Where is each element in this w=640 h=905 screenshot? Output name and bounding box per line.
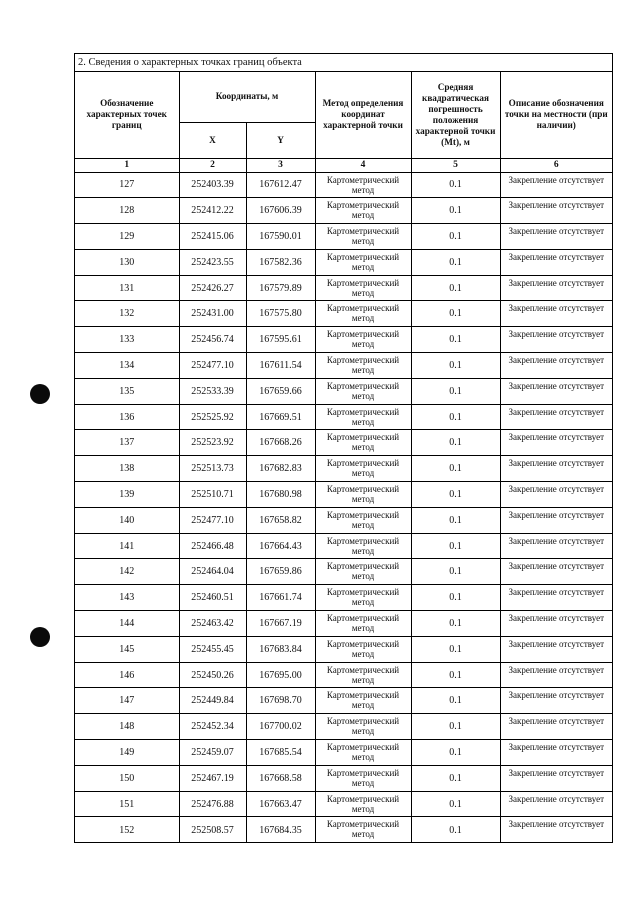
method-cell: Картометрический метод xyxy=(315,636,411,662)
column-number: 3 xyxy=(246,158,315,172)
x-coordinate-cell: 252431.00 xyxy=(179,301,246,327)
error-cell: 0.1 xyxy=(411,507,500,533)
error-cell: 0.1 xyxy=(411,456,500,482)
error-cell: 0.1 xyxy=(411,817,500,843)
table-row xyxy=(75,765,612,791)
boundary-points-table xyxy=(75,72,612,843)
y-coordinate-cell: 167667.19 xyxy=(246,611,315,637)
description-cell: Закрепление отсутствует xyxy=(500,688,612,714)
method-cell: Картометрический метод xyxy=(315,327,411,353)
y-coordinate-cell: 167659.86 xyxy=(246,559,315,585)
x-coordinate-cell: 252477.10 xyxy=(179,507,246,533)
description-cell: Закрепление отсутствует xyxy=(500,275,612,301)
description-cell: Закрепление отсутствует xyxy=(500,327,612,353)
error-cell: 0.1 xyxy=(411,533,500,559)
y-coordinate-cell: 167611.54 xyxy=(246,353,315,379)
description-cell: Закрепление отсутствует xyxy=(500,198,612,224)
table-body xyxy=(75,172,612,843)
x-coordinate-cell: 252466.48 xyxy=(179,533,246,559)
x-coordinate-cell: 252452.34 xyxy=(179,714,246,740)
column-number: 6 xyxy=(500,158,612,172)
y-coordinate-cell: 167685.54 xyxy=(246,740,315,766)
method-cell: Картометрический метод xyxy=(315,688,411,714)
table-row xyxy=(75,275,612,301)
y-coordinate-cell: 167606.39 xyxy=(246,198,315,224)
method-cell: Картометрический метод xyxy=(315,378,411,404)
error-cell: 0.1 xyxy=(411,198,500,224)
x-coordinate-cell: 252464.04 xyxy=(179,559,246,585)
x-coordinate-cell: 252525.92 xyxy=(179,404,246,430)
x-coordinate-cell: 252513.73 xyxy=(179,456,246,482)
table-row xyxy=(75,559,612,585)
point-id-cell: 139 xyxy=(75,482,179,508)
x-coordinate-cell: 252460.51 xyxy=(179,585,246,611)
method-cell: Картометрический метод xyxy=(315,533,411,559)
description-cell: Закрепление отсутствует xyxy=(500,482,612,508)
description-cell: Закрепление отсутствует xyxy=(500,662,612,688)
method-cell: Картометрический метод xyxy=(315,559,411,585)
method-cell: Картометрический метод xyxy=(315,611,411,637)
method-cell: Картометрический метод xyxy=(315,353,411,379)
method-cell: Картометрический метод xyxy=(315,198,411,224)
column-number: 2 xyxy=(179,158,246,172)
table-row xyxy=(75,430,612,456)
description-cell: Закрепление отсутствует xyxy=(500,301,612,327)
column-number: 4 xyxy=(315,158,411,172)
y-coordinate-cell: 167683.84 xyxy=(246,636,315,662)
error-cell: 0.1 xyxy=(411,275,500,301)
error-cell: 0.1 xyxy=(411,714,500,740)
y-coordinate-cell: 167575.80 xyxy=(246,301,315,327)
table-row xyxy=(75,688,612,714)
table-row xyxy=(75,327,612,353)
binder-hole-bottom xyxy=(30,627,50,647)
method-cell: Картометрический метод xyxy=(315,714,411,740)
column-number: 1 xyxy=(75,158,179,172)
table-row xyxy=(75,224,612,250)
table-row xyxy=(75,714,612,740)
method-cell: Картометрический метод xyxy=(315,585,411,611)
x-coordinate-cell: 252508.57 xyxy=(179,817,246,843)
error-cell: 0.1 xyxy=(411,327,500,353)
description-cell: Закрепление отсутствует xyxy=(500,791,612,817)
description-cell: Закрепление отсутствует xyxy=(500,559,612,585)
method-cell: Картометрический метод xyxy=(315,275,411,301)
y-coordinate-cell: 167582.36 xyxy=(246,249,315,275)
error-cell: 0.1 xyxy=(411,353,500,379)
y-coordinate-cell: 167668.26 xyxy=(246,430,315,456)
x-coordinate-cell: 252426.27 xyxy=(179,275,246,301)
y-coordinate-cell: 167698.70 xyxy=(246,688,315,714)
method-cell: Картометрический метод xyxy=(315,740,411,766)
point-id-cell: 142 xyxy=(75,559,179,585)
error-cell: 0.1 xyxy=(411,172,500,198)
point-id-cell: 127 xyxy=(75,172,179,198)
description-cell: Закрепление отсутствует xyxy=(500,817,612,843)
table-row xyxy=(75,378,612,404)
method-cell: Картометрический метод xyxy=(315,172,411,198)
header-description: Описание обозначения точки на местности (при наличии) xyxy=(500,72,612,158)
point-id-cell: 152 xyxy=(75,817,179,843)
error-cell: 0.1 xyxy=(411,611,500,637)
x-coordinate-cell: 252533.39 xyxy=(179,378,246,404)
y-coordinate-cell: 167695.00 xyxy=(246,662,315,688)
description-cell: Закрепление отсутствует xyxy=(500,378,612,404)
point-id-cell: 147 xyxy=(75,688,179,714)
table-row xyxy=(75,791,612,817)
error-cell: 0.1 xyxy=(411,482,500,508)
y-coordinate-cell: 167595.61 xyxy=(246,327,315,353)
table-row xyxy=(75,172,612,198)
point-id-cell: 135 xyxy=(75,378,179,404)
x-coordinate-cell: 252523.92 xyxy=(179,430,246,456)
x-coordinate-cell: 252463.42 xyxy=(179,611,246,637)
x-coordinate-cell: 252415.06 xyxy=(179,224,246,250)
method-cell: Картометрический метод xyxy=(315,249,411,275)
point-id-cell: 145 xyxy=(75,636,179,662)
x-coordinate-cell: 252455.45 xyxy=(179,636,246,662)
point-id-cell: 144 xyxy=(75,611,179,637)
point-id-cell: 128 xyxy=(75,198,179,224)
x-coordinate-cell: 252476.88 xyxy=(179,791,246,817)
x-coordinate-cell: 252467.19 xyxy=(179,765,246,791)
point-id-cell: 151 xyxy=(75,791,179,817)
y-coordinate-cell: 167661.74 xyxy=(246,585,315,611)
method-cell: Картометрический метод xyxy=(315,791,411,817)
y-coordinate-cell: 167668.58 xyxy=(246,765,315,791)
y-coordinate-cell: 167684.35 xyxy=(246,817,315,843)
y-coordinate-cell: 167579.89 xyxy=(246,275,315,301)
description-cell: Закрепление отсутствует xyxy=(500,740,612,766)
table-row xyxy=(75,198,612,224)
point-id-cell: 133 xyxy=(75,327,179,353)
table-row xyxy=(75,507,612,533)
y-coordinate-cell: 167669.51 xyxy=(246,404,315,430)
description-cell: Закрепление отсутствует xyxy=(500,585,612,611)
error-cell: 0.1 xyxy=(411,301,500,327)
point-id-cell: 132 xyxy=(75,301,179,327)
error-cell: 0.1 xyxy=(411,224,500,250)
method-cell: Картометрический метод xyxy=(315,507,411,533)
x-coordinate-cell: 252412.22 xyxy=(179,198,246,224)
description-cell: Закрепление отсутствует xyxy=(500,714,612,740)
y-coordinate-cell: 167664.43 xyxy=(246,533,315,559)
description-cell: Закрепление отсутствует xyxy=(500,404,612,430)
column-number: 5 xyxy=(411,158,500,172)
x-coordinate-cell: 252510.71 xyxy=(179,482,246,508)
point-id-cell: 131 xyxy=(75,275,179,301)
table-row xyxy=(75,662,612,688)
point-id-cell: 134 xyxy=(75,353,179,379)
table-row xyxy=(75,301,612,327)
table-row xyxy=(75,353,612,379)
x-coordinate-cell: 252423.55 xyxy=(179,249,246,275)
description-cell: Закрепление отсутствует xyxy=(500,172,612,198)
method-cell: Картометрический метод xyxy=(315,817,411,843)
table-row xyxy=(75,636,612,662)
header-method: Метод определения координат характерной точки xyxy=(315,72,411,158)
error-cell: 0.1 xyxy=(411,430,500,456)
description-cell: Закрепление отсутствует xyxy=(500,224,612,250)
table-row xyxy=(75,404,612,430)
method-cell: Картометрический метод xyxy=(315,430,411,456)
point-id-cell: 136 xyxy=(75,404,179,430)
error-cell: 0.1 xyxy=(411,791,500,817)
table-row xyxy=(75,740,612,766)
table-row xyxy=(75,585,612,611)
table-row xyxy=(75,249,612,275)
description-cell: Закрепление отсутствует xyxy=(500,430,612,456)
point-id-cell: 150 xyxy=(75,765,179,791)
y-coordinate-cell: 167659.66 xyxy=(246,378,315,404)
y-coordinate-cell: 167590.01 xyxy=(246,224,315,250)
description-cell: Закрепление отсутствует xyxy=(500,765,612,791)
boundary-points-sheet xyxy=(74,53,613,843)
error-cell: 0.1 xyxy=(411,740,500,766)
header-y: Y xyxy=(246,122,315,158)
error-cell: 0.1 xyxy=(411,662,500,688)
description-cell: Закрепление отсутствует xyxy=(500,507,612,533)
point-id-cell: 146 xyxy=(75,662,179,688)
y-coordinate-cell: 167663.47 xyxy=(246,791,315,817)
header-x: X xyxy=(179,122,246,158)
y-coordinate-cell: 167700.02 xyxy=(246,714,315,740)
x-coordinate-cell: 252477.10 xyxy=(179,353,246,379)
description-cell: Закрепление отсутствует xyxy=(500,456,612,482)
table-row xyxy=(75,533,612,559)
y-coordinate-cell: 167658.82 xyxy=(246,507,315,533)
point-id-cell: 143 xyxy=(75,585,179,611)
description-cell: Закрепление отсутствует xyxy=(500,533,612,559)
table-row xyxy=(75,482,612,508)
error-cell: 0.1 xyxy=(411,249,500,275)
point-id-cell: 141 xyxy=(75,533,179,559)
x-coordinate-cell: 252450.26 xyxy=(179,662,246,688)
y-coordinate-cell: 167682.83 xyxy=(246,456,315,482)
method-cell: Картометрический метод xyxy=(315,662,411,688)
header-point-designation: Обозначение характерных точек границ xyxy=(75,72,179,158)
description-cell: Закрепление отсутствует xyxy=(500,636,612,662)
header-coordinates: Координаты, м xyxy=(179,72,315,122)
table-row xyxy=(75,456,612,482)
point-id-cell: 140 xyxy=(75,507,179,533)
section-title: 2. Сведения о характерных точках границ объекта xyxy=(75,54,612,72)
point-id-cell: 138 xyxy=(75,456,179,482)
description-cell: Закрепление отсутствует xyxy=(500,611,612,637)
table-row xyxy=(75,817,612,843)
error-cell: 0.1 xyxy=(411,378,500,404)
y-coordinate-cell: 167680.98 xyxy=(246,482,315,508)
y-coordinate-cell: 167612.47 xyxy=(246,172,315,198)
error-cell: 0.1 xyxy=(411,404,500,430)
point-id-cell: 129 xyxy=(75,224,179,250)
x-coordinate-cell: 252449.84 xyxy=(179,688,246,714)
table-row xyxy=(75,611,612,637)
method-cell: Картометрический метод xyxy=(315,404,411,430)
x-coordinate-cell: 252459.07 xyxy=(179,740,246,766)
method-cell: Картометрический метод xyxy=(315,765,411,791)
point-id-cell: 137 xyxy=(75,430,179,456)
description-cell: Закрепление отсутствует xyxy=(500,353,612,379)
description-cell: Закрепление отсутствует xyxy=(500,249,612,275)
error-cell: 0.1 xyxy=(411,688,500,714)
binder-hole-top xyxy=(30,384,50,404)
point-id-cell: 148 xyxy=(75,714,179,740)
method-cell: Картометрический метод xyxy=(315,224,411,250)
method-cell: Картометрический метод xyxy=(315,301,411,327)
error-cell: 0.1 xyxy=(411,636,500,662)
method-cell: Картометрический метод xyxy=(315,482,411,508)
error-cell: 0.1 xyxy=(411,559,500,585)
error-cell: 0.1 xyxy=(411,765,500,791)
point-id-cell: 149 xyxy=(75,740,179,766)
method-cell: Картометрический метод xyxy=(315,456,411,482)
x-coordinate-cell: 252403.39 xyxy=(179,172,246,198)
x-coordinate-cell: 252456.74 xyxy=(179,327,246,353)
point-id-cell: 130 xyxy=(75,249,179,275)
error-cell: 0.1 xyxy=(411,585,500,611)
header-mean-square-error: Средняя квадратическая погрешность положения характерной точки (Mt), м xyxy=(411,72,500,158)
